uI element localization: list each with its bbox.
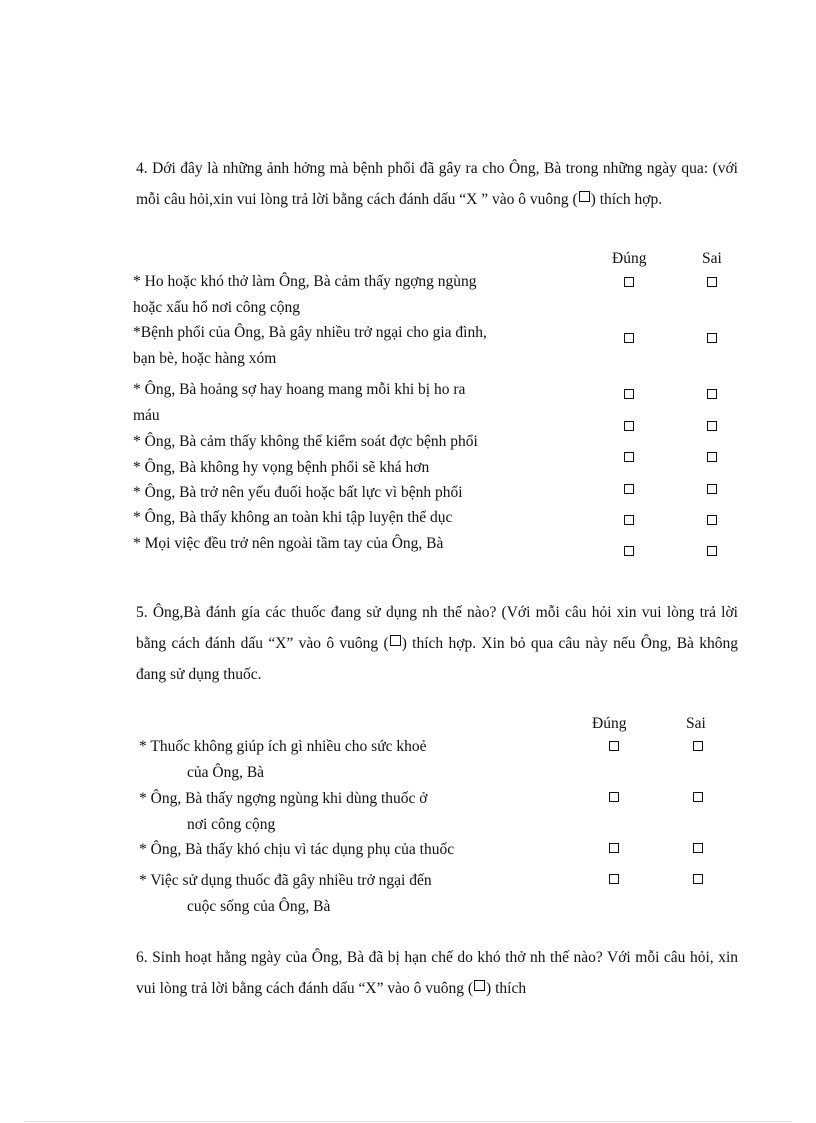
section-5-yes-header: Đúng [592, 715, 627, 732]
s4-q1-no-checkbox[interactable] [707, 277, 717, 287]
s5-question-1 [139, 734, 427, 786]
s4-q4-yes-checkbox[interactable] [624, 421, 634, 431]
s4-q7-yes-checkbox[interactable] [624, 515, 634, 525]
section-5-intro-text: 5. Ông,Bà đánh gía các thuốc đang sử dụng nh thế nào? (Với mỗi câu hỏi xin vui lòng trả lời bằng cách đánh dấu “X” vào ô vuông ( [136, 604, 738, 652]
section-6-intro [136, 942, 738, 1004]
s5-q3-yes-checkbox[interactable] [609, 843, 619, 853]
s4-question-2 [133, 320, 487, 372]
s4-q8-yes-checkbox[interactable] [624, 546, 634, 556]
s4-q2-no-checkbox[interactable] [707, 333, 717, 343]
s4-q5-yes-checkbox[interactable] [624, 452, 634, 462]
s4-q1-line1: * Ho hoặc khó thở làm Ông, Bà cảm thấy ngợng ngùng [133, 273, 477, 290]
s4-question-5: * Ông, Bà không hy vọng bệnh phổi sẽ khá hơn [133, 459, 430, 476]
s4-q6-yes-checkbox[interactable] [624, 484, 634, 494]
section-4-yes-header: Đúng [612, 250, 647, 267]
s4-q1-yes-checkbox[interactable] [624, 277, 634, 287]
s5-q4-line1: * Việc sử dụng thuốc đã gây nhiều trở ngại đến [139, 872, 432, 889]
s5-q4-line2: cuộc sống của Ông, Bà [187, 898, 331, 915]
s4-q3-line1: * Ông, Bà hoảng sợ hay hoang mang mỗi khi bị ho ra [133, 381, 466, 398]
s4-q2-line1: *Bệnh phổi của Ông, Bà gây nhiều trở ngại cho gia đình, [133, 324, 487, 341]
checkbox-sample-icon [474, 980, 485, 991]
s4-q4-no-checkbox[interactable] [707, 421, 717, 431]
s5-q3-no-checkbox[interactable] [693, 843, 703, 853]
section-5-intro [136, 597, 738, 690]
s4-q7-no-checkbox[interactable] [707, 515, 717, 525]
section-4-no-header: Sai [702, 250, 722, 267]
s5-q1-line1: * Thuốc không giúp ích gì nhiều cho sức khoẻ [139, 738, 427, 755]
s5-question-3: * Ông, Bà thấy khó chịu vì tác dụng phụ của thuốc [139, 841, 455, 858]
s4-q3-no-checkbox[interactable] [707, 389, 717, 399]
s4-question-1 [133, 269, 477, 321]
section-4-intro-end: ) thích hợp. [590, 191, 663, 208]
s4-q2-line2: bạn bè, hoặc hàng xóm [133, 350, 277, 367]
s4-q8-no-checkbox[interactable] [707, 546, 717, 556]
section-6-intro-text: 6. Sinh hoạt hằng ngày của Ông, Bà đã bị hạn chế do khó thở nh thế nào? Với mỗi câu hỏi, xin vui lòng trả lời bằng cách đánh dấu “X” vào ô vuông ( [136, 949, 738, 997]
s5-question-4 [139, 868, 432, 920]
s5-q2-line1: * Ông, Bà thấy ngợng ngùng khi dùng thuốc ở [139, 790, 428, 807]
checkbox-sample-icon [579, 191, 590, 202]
s4-question-8: * Mọi việc đều trở nên ngoài tầm tay của Ông, Bà [133, 535, 444, 552]
s4-q6-no-checkbox[interactable] [707, 484, 717, 494]
s5-q4-yes-checkbox[interactable] [609, 874, 619, 884]
s4-q3-yes-checkbox[interactable] [624, 389, 634, 399]
s4-question-4: * Ông, Bà cảm thấy không thể kiểm soát đợc bệnh phổi [133, 433, 478, 450]
section-5-no-header: Sai [686, 715, 706, 732]
s5-q1-line2: của Ông, Bà [187, 764, 265, 781]
s4-question-6: * Ông, Bà trở nên yếu đuối hoặc bất lực vì bệnh phổi [133, 484, 463, 501]
section-4-intro [136, 153, 738, 215]
s5-q1-no-checkbox[interactable] [693, 741, 703, 751]
section-6-intro-end: ) thích [486, 980, 527, 997]
s4-question-3 [133, 377, 465, 429]
s4-q5-no-checkbox[interactable] [707, 452, 717, 462]
s5-q4-no-checkbox[interactable] [693, 874, 703, 884]
s5-q2-no-checkbox[interactable] [693, 792, 703, 802]
s4-question-7: * Ông, Bà thấy không an toàn khi tập luyện thể dục [133, 509, 453, 526]
s4-q1-line2: hoặc xấu hổ nơi công cộng [133, 299, 301, 316]
s5-q1-yes-checkbox[interactable] [609, 741, 619, 751]
section-4-intro-text: 4. Dới đây là những ảnh hởng mà bệnh phổi đã gây ra cho Ông, Bà trong những ngày qua: (với mỗi câu hỏi,xin vui lòng trả lời bằng cách đánh dấu “X ” vào ô vuông ( [136, 160, 738, 208]
checkbox-sample-icon [390, 635, 401, 646]
s5-q2-yes-checkbox[interactable] [609, 792, 619, 802]
s5-question-2 [139, 786, 427, 838]
s5-q2-line2: nơi công cộng [187, 816, 276, 833]
page-bottom-border [24, 1121, 792, 1122]
s4-q3-line2: máu [133, 407, 160, 424]
s4-q2-yes-checkbox[interactable] [624, 333, 634, 343]
section-5-intro-end: ) thích hợp. Xin bỏ qua câu này nếu Ông, Bà không đang sử dụng thuốc. [136, 635, 738, 683]
